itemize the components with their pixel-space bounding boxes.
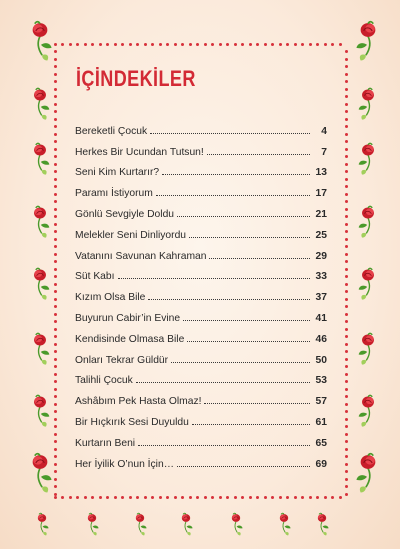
frame-dot bbox=[345, 230, 348, 233]
frame-dot bbox=[345, 155, 348, 158]
toc-entry-title: Onları Tekrar Güldür bbox=[75, 354, 169, 366]
frame-dot bbox=[345, 425, 348, 428]
frame-dot bbox=[114, 43, 117, 46]
toc-entry[interactable] bbox=[75, 366, 327, 387]
toc-entry-title: Talihli Çocuk bbox=[75, 375, 133, 387]
dot-leader bbox=[150, 132, 310, 134]
dot-leader bbox=[204, 402, 310, 404]
frame-dot bbox=[345, 148, 348, 151]
frame-dot bbox=[286, 43, 289, 46]
dot-leader bbox=[209, 257, 310, 259]
toc-entry-page: 41 bbox=[315, 312, 327, 324]
frame-dot bbox=[345, 305, 348, 308]
rose-icon bbox=[33, 454, 52, 493]
frame-dot bbox=[345, 470, 348, 473]
frame-dot bbox=[294, 496, 297, 499]
frame-dot bbox=[345, 208, 348, 211]
frame-dot bbox=[144, 496, 147, 499]
toc-entry-page: 46 bbox=[315, 333, 327, 345]
rose-icon bbox=[34, 333, 49, 364]
frame-dot bbox=[301, 496, 304, 499]
toc-entry[interactable] bbox=[75, 386, 327, 407]
toc-entry[interactable] bbox=[75, 262, 327, 283]
toc-entry-page: 17 bbox=[315, 188, 327, 200]
toc-entry-page: 53 bbox=[315, 375, 327, 387]
frame-dot bbox=[345, 403, 348, 406]
frame-dot bbox=[129, 43, 132, 46]
frame-dot bbox=[181, 496, 184, 499]
toc-entry-page: 33 bbox=[315, 271, 327, 283]
table-of-contents bbox=[75, 116, 327, 470]
frame-dot bbox=[279, 43, 282, 46]
toc-entry[interactable] bbox=[75, 116, 327, 137]
frame-dot bbox=[249, 496, 252, 499]
rose-icon bbox=[359, 395, 374, 426]
page-title: İÇİNDEKİLER bbox=[76, 66, 196, 91]
frame-dot bbox=[345, 448, 348, 451]
frame-dot bbox=[345, 493, 348, 496]
toc-entry-page: 25 bbox=[315, 229, 327, 241]
frame-dot bbox=[345, 335, 348, 338]
frame-dot bbox=[121, 496, 124, 499]
dot-leader bbox=[192, 423, 310, 425]
frame-dot bbox=[324, 496, 327, 499]
frame-dot bbox=[345, 463, 348, 466]
frame-dot bbox=[345, 133, 348, 136]
frame-dot bbox=[271, 43, 274, 46]
frame-dot bbox=[211, 496, 214, 499]
frame-dot bbox=[204, 43, 207, 46]
frame-dot bbox=[166, 43, 169, 46]
frame-dot bbox=[345, 58, 348, 61]
frame-dot bbox=[345, 275, 348, 278]
frame-dot bbox=[84, 43, 87, 46]
toc-entry[interactable] bbox=[75, 407, 327, 428]
frame-dot bbox=[345, 388, 348, 391]
toc-entry-page: 29 bbox=[315, 250, 327, 262]
frame-dot bbox=[345, 343, 348, 346]
dot-leader bbox=[118, 277, 311, 279]
dot-leader bbox=[207, 153, 310, 155]
toc-entry[interactable] bbox=[75, 137, 327, 158]
frame-dot bbox=[241, 496, 244, 499]
rose-icon bbox=[356, 454, 375, 493]
frame-dot bbox=[345, 298, 348, 301]
toc-entry-title: Herkes Bir Ucundan Tutsun! bbox=[75, 146, 204, 158]
frame-dot bbox=[151, 43, 154, 46]
frame-dot bbox=[219, 43, 222, 46]
frame-dot bbox=[159, 43, 162, 46]
toc-entry[interactable] bbox=[75, 220, 327, 241]
frame-dot bbox=[189, 43, 192, 46]
toc-entry[interactable] bbox=[75, 345, 327, 366]
frame-dot bbox=[99, 496, 102, 499]
frame-dot bbox=[316, 43, 319, 46]
frame-dot bbox=[345, 380, 348, 383]
toc-entry[interactable] bbox=[75, 303, 327, 324]
frame-dot bbox=[345, 170, 348, 173]
frame-dot bbox=[286, 496, 289, 499]
frame-dot bbox=[345, 193, 348, 196]
dot-leader bbox=[189, 236, 310, 238]
toc-entry-page: 65 bbox=[315, 437, 327, 449]
frame-dot bbox=[301, 43, 304, 46]
toc-entry-title: Bir Hıçkırık Sesi Duyuldu bbox=[75, 416, 189, 428]
frame-dot bbox=[144, 43, 147, 46]
frame-dot bbox=[234, 43, 237, 46]
rose-icon bbox=[182, 513, 193, 535]
frame-dot bbox=[345, 358, 348, 361]
toc-entry-title: Vatanını Savunan Kahraman bbox=[75, 250, 207, 262]
frame-dot bbox=[69, 43, 72, 46]
frame-dot bbox=[294, 43, 297, 46]
frame-dot bbox=[345, 125, 348, 128]
frame-dot bbox=[345, 103, 348, 106]
rose-icon bbox=[34, 143, 49, 174]
rose-icon bbox=[359, 88, 374, 119]
frame-dot bbox=[345, 260, 348, 263]
frame-dot bbox=[345, 110, 348, 113]
frame-dot bbox=[196, 43, 199, 46]
frame-dot bbox=[345, 73, 348, 76]
frame-dot bbox=[279, 496, 282, 499]
frame-dot bbox=[174, 43, 177, 46]
rose-icon bbox=[232, 513, 243, 535]
rose-border-right bbox=[350, 0, 390, 549]
rose-icon bbox=[359, 333, 374, 364]
frame-dot bbox=[345, 328, 348, 331]
toc-entry-title: Buyurun Cabir’in Evine bbox=[75, 312, 181, 324]
frame-dot bbox=[84, 496, 87, 499]
frame-dot bbox=[204, 496, 207, 499]
frame-dot bbox=[196, 496, 199, 499]
frame-dot bbox=[159, 496, 162, 499]
dot-leader bbox=[171, 361, 310, 363]
frame-dot bbox=[345, 118, 348, 121]
frame-dot bbox=[234, 496, 237, 499]
rose-icon bbox=[318, 513, 329, 535]
rose-icon bbox=[359, 268, 374, 299]
frame-dot bbox=[189, 496, 192, 499]
dot-leader bbox=[136, 381, 310, 383]
frame-dot bbox=[309, 496, 312, 499]
frame-dot bbox=[241, 43, 244, 46]
frame-dot bbox=[345, 253, 348, 256]
frame-dot bbox=[226, 496, 229, 499]
toc-entry-page: 50 bbox=[315, 354, 327, 366]
frame-dot bbox=[345, 185, 348, 188]
frame-dot bbox=[345, 410, 348, 413]
toc-entry-page: 21 bbox=[315, 208, 327, 220]
dot-leader bbox=[148, 298, 310, 300]
frame-dot bbox=[345, 283, 348, 286]
frame-dot bbox=[91, 43, 94, 46]
frame-dot bbox=[114, 496, 117, 499]
dot-leader bbox=[177, 465, 310, 467]
frame-dot bbox=[331, 43, 334, 46]
frame-dot bbox=[345, 223, 348, 226]
toc-entry-title: Süt Kabı bbox=[75, 271, 115, 283]
toc-entry-page: 13 bbox=[315, 167, 327, 179]
frame-dot bbox=[264, 43, 267, 46]
frame-dot bbox=[345, 80, 348, 83]
frame-dot bbox=[121, 43, 124, 46]
frame-dot bbox=[226, 43, 229, 46]
frame-dot bbox=[345, 215, 348, 218]
frame-dot bbox=[345, 313, 348, 316]
frame-dot bbox=[345, 418, 348, 421]
toc-entry-page: 4 bbox=[321, 125, 327, 137]
frame-dot bbox=[76, 496, 79, 499]
frame-dot bbox=[339, 43, 342, 46]
frame-dot bbox=[345, 478, 348, 481]
rose-icon bbox=[34, 206, 49, 237]
frame-dot bbox=[249, 43, 252, 46]
frame-dot bbox=[345, 50, 348, 53]
toc-entry-title: Her İyilik O’nun İçin… bbox=[75, 458, 174, 470]
toc-entry-title: Kızım Olsa Bile bbox=[75, 292, 146, 304]
toc-entry[interactable] bbox=[75, 324, 327, 345]
frame-dot bbox=[106, 496, 109, 499]
toc-entry-title: Paramı İstiyorum bbox=[75, 188, 153, 200]
frame-dot bbox=[345, 163, 348, 166]
frame-dot bbox=[166, 496, 169, 499]
frame-dot bbox=[219, 496, 222, 499]
toc-entry-title: Gönlü Sevgiyle Doldu bbox=[75, 208, 175, 220]
rose-icon bbox=[359, 143, 374, 174]
frame-dot bbox=[324, 43, 327, 46]
frame-dot bbox=[345, 65, 348, 68]
dot-leader bbox=[177, 215, 310, 217]
rose-icon bbox=[34, 88, 49, 119]
frame-dot bbox=[136, 496, 139, 499]
rose-icon bbox=[280, 513, 291, 535]
frame-dot bbox=[345, 200, 348, 203]
toc-entry[interactable] bbox=[75, 449, 327, 470]
frame-dot bbox=[174, 496, 177, 499]
frame-dot bbox=[256, 496, 259, 499]
frame-dot bbox=[316, 496, 319, 499]
toc-entry-page: 37 bbox=[315, 292, 327, 304]
frame-dot bbox=[345, 140, 348, 143]
frame-dot bbox=[256, 43, 259, 46]
toc-entry[interactable] bbox=[75, 241, 327, 262]
frame-dot bbox=[69, 496, 72, 499]
toc-entry[interactable] bbox=[75, 428, 327, 449]
dot-leader bbox=[162, 173, 310, 175]
frame-dot bbox=[106, 43, 109, 46]
frame-dot bbox=[136, 43, 139, 46]
rose-icon bbox=[33, 22, 52, 61]
frame-dot bbox=[181, 43, 184, 46]
frame-dot bbox=[345, 268, 348, 271]
frame-dot bbox=[345, 455, 348, 458]
frame-dot bbox=[345, 485, 348, 488]
toc-entry-title: Bereketli Çocuk bbox=[75, 125, 148, 137]
frame-dot bbox=[345, 95, 348, 98]
toc-entry-title: Melekler Seni Dinliyordu bbox=[75, 229, 187, 241]
toc-entry[interactable] bbox=[75, 178, 327, 199]
rose-icon bbox=[356, 22, 375, 61]
frame-dot bbox=[345, 395, 348, 398]
frame-dot bbox=[345, 365, 348, 368]
frame-dot bbox=[345, 238, 348, 241]
frame-dot bbox=[331, 496, 334, 499]
rose-border-left bbox=[22, 0, 62, 549]
frame-dot bbox=[264, 496, 267, 499]
frame-dot bbox=[211, 43, 214, 46]
frame-dot bbox=[345, 88, 348, 91]
frame-dot bbox=[76, 43, 79, 46]
frame-dot bbox=[91, 496, 94, 499]
toc-entry-title: Ashâbım Pek Hasta Olmaz! bbox=[75, 396, 202, 408]
toc-entry-page: 7 bbox=[321, 146, 327, 158]
toc-entry-title: Seni Kim Kurtarır? bbox=[75, 167, 160, 179]
frame-dot bbox=[99, 43, 102, 46]
frame-dot bbox=[345, 320, 348, 323]
toc-entry-page: 69 bbox=[315, 458, 327, 470]
rose-border-bottom bbox=[0, 508, 400, 538]
rose-icon bbox=[34, 268, 49, 299]
frame-dot bbox=[345, 350, 348, 353]
rose-icon bbox=[136, 513, 147, 535]
frame-dot bbox=[309, 43, 312, 46]
frame-dot bbox=[345, 433, 348, 436]
frame-dot bbox=[151, 496, 154, 499]
frame-dot bbox=[345, 178, 348, 181]
frame-dot bbox=[345, 373, 348, 376]
dot-leader bbox=[183, 319, 310, 321]
frame-dot bbox=[345, 290, 348, 293]
frame-dot bbox=[345, 440, 348, 443]
frame-dot bbox=[129, 496, 132, 499]
toc-entry[interactable] bbox=[75, 282, 327, 303]
frame-dot bbox=[345, 245, 348, 248]
toc-entry-page: 61 bbox=[315, 416, 327, 428]
dot-leader bbox=[156, 194, 310, 196]
toc-entry[interactable] bbox=[75, 158, 327, 179]
frame-dot bbox=[271, 496, 274, 499]
frame-dot bbox=[339, 496, 342, 499]
toc-entry-page: 57 bbox=[315, 396, 327, 408]
toc-entry-title: Kurtarın Beni bbox=[75, 437, 136, 449]
toc-entry[interactable] bbox=[75, 199, 327, 220]
rose-icon bbox=[38, 513, 49, 535]
rose-icon bbox=[88, 513, 99, 535]
toc-entry-title: Kendisinde Olmasa Bile bbox=[75, 333, 185, 345]
dot-leader bbox=[138, 444, 310, 446]
rose-icon bbox=[359, 206, 374, 237]
dot-leader bbox=[187, 340, 310, 342]
rose-icon bbox=[34, 395, 49, 426]
